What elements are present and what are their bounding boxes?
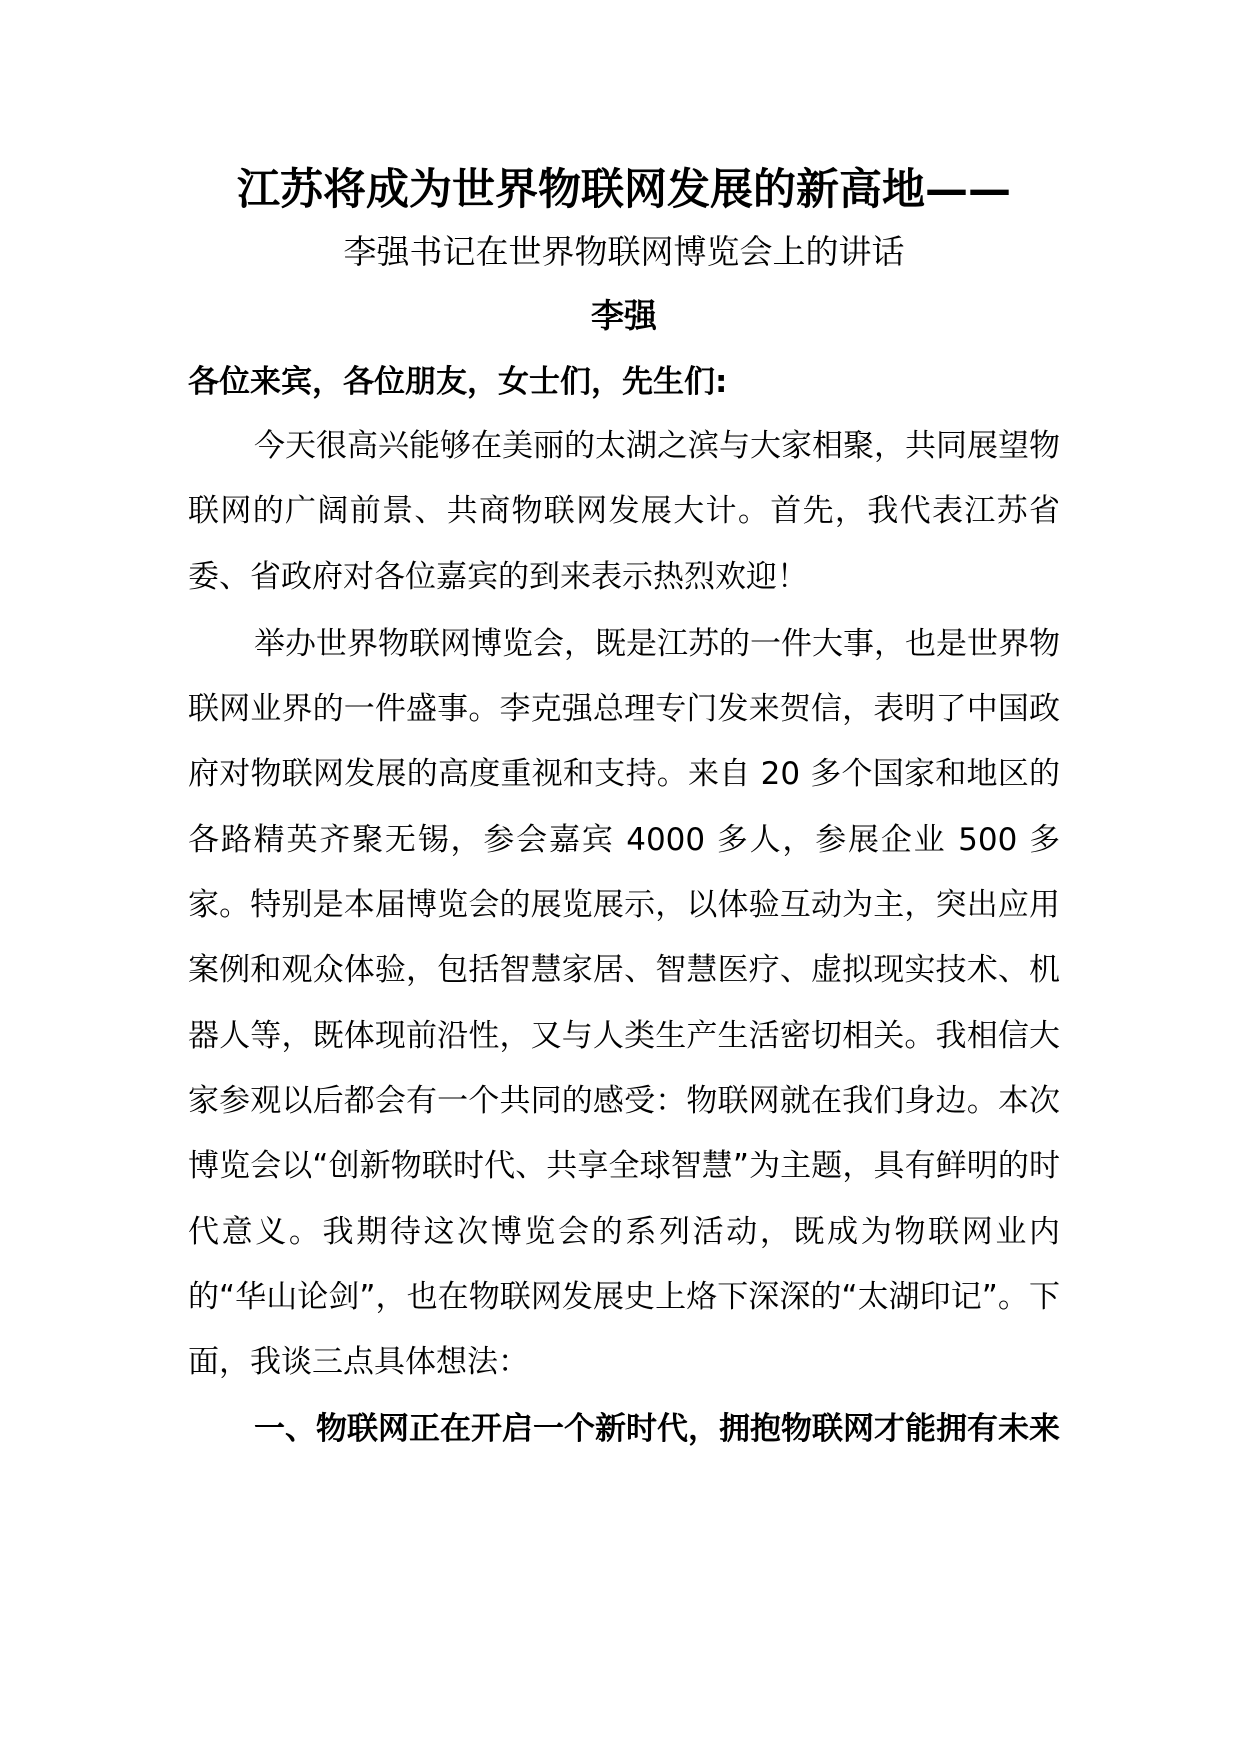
salutation: 各位来宾，各位朋友，女士们，先生们: <box>188 364 728 400</box>
document-title: 江苏将成为世界物联网发展的新高地—— <box>237 165 1011 215</box>
paragraph-welcome: 今天很高兴能够在美丽的太湖之滨与大家相聚，共同展望物联网的广阔前景、共商物联网发展大计。首先，我代表江苏省委、省政府对各位嘉宾的到来表示热烈欢迎！ <box>188 428 1060 595</box>
document-author: 李强 <box>591 296 657 335</box>
document-subtitle: 李强书记在世界物联网博览会上的讲话 <box>343 232 905 271</box>
section-heading: 一、物联网正在开启一个新时代，拥抱物联网才能拥有未来 <box>254 1411 1060 1448</box>
paragraph-expo: 举办世界物联网博览会，既是江苏的一件大事，也是世界物联网业界的一件盛事。李克强总理专门发来贺信，表明了中国政府对物联网发展的高度重视和支持。来自 20 多个国家和地区的各路精英齐聚无锡，参会嘉宾 4000 多人，参展企业 500 多家。特别是本届博览会的展览展示，以体验互动为主，突出应用案例和观众体验，包括智慧家居、智慧医疗、虚拟现实技术、机器人等，既体现前沿性，又与人类生产生活密切相关。我相信大家参观以后都会有一个共同的感受：物联网就在我们身边。本次博览会以“创新物联时代、共享全球智慧”为主题，具有鲜明的时代意义。我期待这次博览会的系列活动，既成为物联网业内的“华山论剑”，也在物联网发展史上烙下深深的“太湖印记”。下面，我谈三点具体想法： <box>188 625 1060 1381</box>
document-page <box>188 160 1060 1463</box>
